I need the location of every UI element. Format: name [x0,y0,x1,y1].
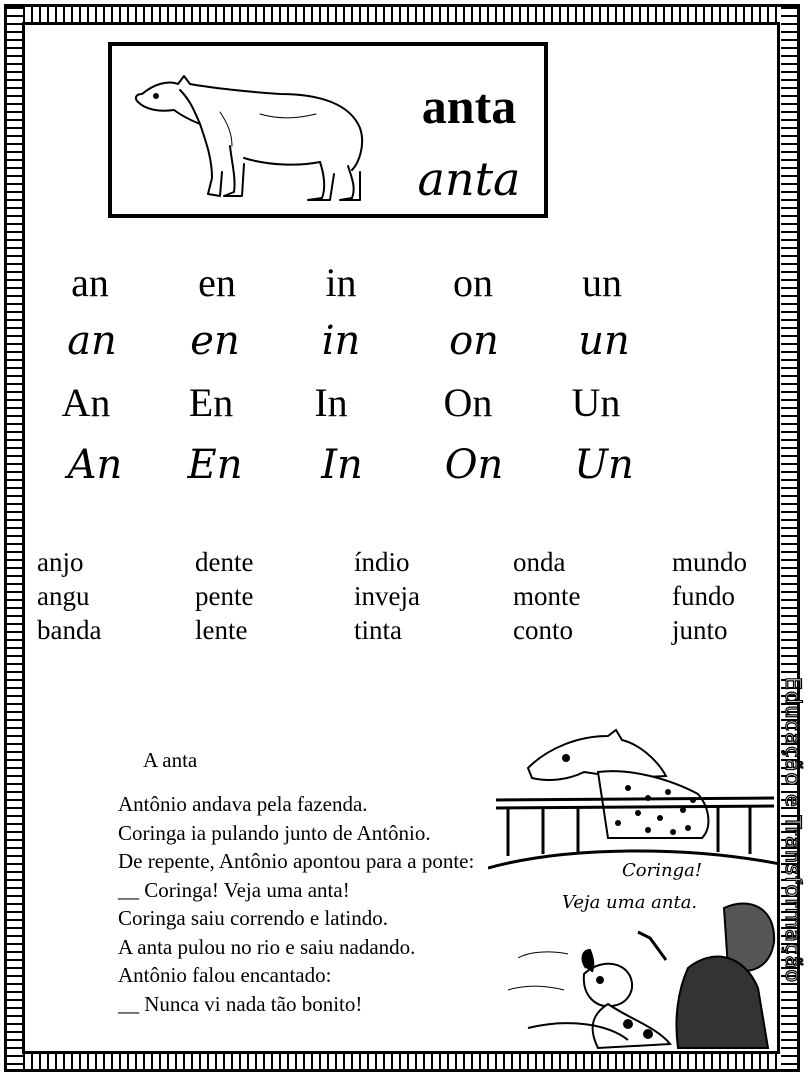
word: onda [513,547,566,577]
syllable: On [444,442,504,488]
syllable: en [190,318,240,364]
border-stripes-left [7,7,23,1069]
story-line: Antônio andava pela fazenda. [118,792,368,816]
syllables-lower-cursive [0,316,810,376]
word: tinta [354,615,402,645]
syllable: In [314,380,348,425]
story-line: De repente, Antônio apontou para a ponte: [118,849,475,873]
tapir-icon [120,54,390,210]
syllable: an [67,318,117,364]
watermark-text: Educação e Transformação [781,676,805,984]
story-text [118,790,538,1018]
syllable: an [71,260,109,305]
story-line: Antônio falou encantado: [118,963,332,987]
syllable: un [582,260,622,305]
border-stripes-bottom [7,1053,797,1069]
word: índio [354,547,410,577]
story-line: A anta pulou no rio e saiu nadando. [118,934,416,959]
word: monte [513,581,581,611]
story-line: Coringa ia pulando junto de Antônio. [118,820,431,845]
word-column-an [37,545,187,647]
word: conto [513,615,573,645]
syllable: in [321,318,361,364]
syllable: An [61,380,111,425]
syllable: un [578,318,630,364]
syllable: En [187,442,243,488]
syllable: Un [571,380,621,425]
word: inveja [354,581,420,611]
word: dente [195,547,254,577]
syllables-upper-print [0,378,810,438]
title-box [108,42,548,218]
story-line: __ Nunca vi nada tão bonito! [118,991,363,1016]
comic-bubble-1: Coringa! [622,860,703,881]
word: anjo [37,547,84,577]
syllable: Un [574,442,634,488]
word-column-on [513,545,663,647]
word: pente [195,581,254,611]
story-title: A anta [143,748,198,772]
syllables-upper-cursive [0,440,810,500]
syllable: An [67,442,123,488]
border-stripes-top [7,7,797,23]
syllable: on [453,260,493,305]
word: banda [37,615,102,645]
syllable: in [325,260,357,305]
word: fundo [672,581,735,611]
word: angu [37,581,90,611]
word-column-en [195,545,345,647]
watermark [776,665,810,995]
word-column-un [672,545,772,647]
story-line: Coringa saiu correndo e latindo. [118,906,389,930]
story-line: __ Coringa! Veja uma anta! [118,877,350,902]
word: junto [672,615,728,645]
word: lente [195,615,248,645]
syllable: On [443,380,493,425]
comic-illustration-icon [488,728,780,1054]
syllable: In [321,442,363,488]
word-column-in [354,545,504,647]
word: mundo [672,547,748,577]
comic-bubble-2: Veja uma anta. [562,892,698,913]
title-print: anta [421,78,517,134]
syllable: en [198,260,236,305]
title-cursive: anta [417,152,521,206]
syllable: En [188,380,234,425]
syllable: on [449,318,499,364]
syllables-lower-print [0,258,810,318]
